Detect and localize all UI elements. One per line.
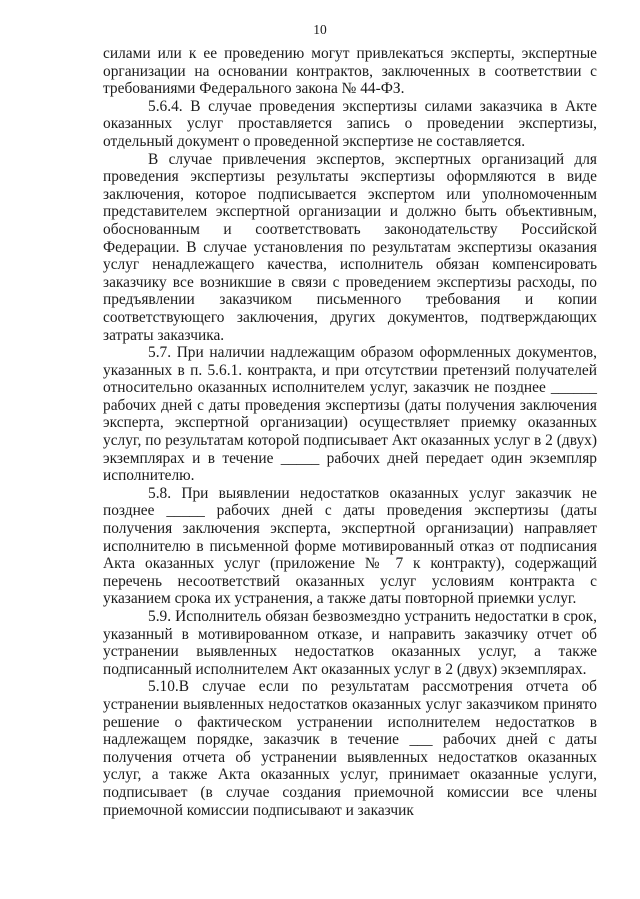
page-number: 10 — [313, 22, 327, 37]
paragraph-5-10: 5.10.В случае если по результатам рассмотрения отчета об устранении выявленных недостатков оказанных услуг заказчиком принято решение о фактическом устранении исполнителем недостатков в надлежащем порядке, заказчик в течение ___ рабочих дней с даты получения отчета об устранении выявленных недостатков оказанных услуг, а также Акта оказанных услуг, принимает оказанные услуги, подписывает (в случае создания приемочной комиссии все члены приемочной комиссии подписывают и заказчик — [103, 678, 597, 819]
paragraph-experts-conclusion: В случае привлечения экспертов, экспертных организаций для проведения экспертизы результаты экспертизы оформляются в виде заключения, которое подписывается экспертом или уполномоченным представителем экспертной организации и должно быть объективным, обоснованным и соответствовать законодательству Российской Федерации. В случае установления по результатам экспертизы оказания услуг ненадлежащего качества, исполнитель обязан компенсировать заказчику все возникшие в связи с проведением экспертизы расходы, по предъявлении заказчиком письменного требования и копии соответствующего заключения, других документов, подтверждающих затраты заказчика. — [103, 150, 597, 344]
paragraph-5-6-4: 5.6.4. В случае проведения экспертизы силами заказчика в Акте оказанных услуг проставляется запись о проведении экспертизы, отдельный документ о проведенной экспертизе не составляется. — [103, 97, 597, 150]
paragraph-5-9: 5.9. Исполнитель обязан безвозмездно устранить недостатки в срок, указанный в мотивированном отказе, и направить заказчику отчет об устранении выявленных недостатков оказанных услуг, а также подписанный исполнителем Акт оказанных услуг в 2 (двух) экземплярах. — [103, 608, 597, 678]
paragraph-5-8: 5.8. При выявлении недостатков оказанных услуг заказчик не позднее _____ рабочих дней с даты проведения экспертизы (даты получения заключения эксперта, экспертной организации) направляет исполнителю в письменной форме мотивированный отказ от подписания Акта оказанных услуг (приложение № 7 к контракту), содержащий перечень несоответствий оказанных услуг условиям контракта с указанием срока их устранения, а также даты повторной приемки услуг. — [103, 484, 597, 608]
paragraph-continued: силами или к ее проведению могут привлекаться эксперты, экспертные организации на основании контрактов, заключенных в соответствии с требованиями Федерального закона № 44-ФЗ. — [103, 45, 597, 98]
document-body — [103, 45, 597, 819]
paragraph-5-7: 5.7. При наличии надлежащим образом оформленных документов, указанных в п. 5.6.1. контракта, и при отсутствии претензий получателей относительно оказанных исполнителем услуг, заказчик не позднее ______ рабочих дней с даты проведения экспертизы (даты получения заключения эксперта, экспертной организации) осуществляет приемку оказанных услуг, по результатам которой подписывает Акт оказанных услуг в 2 (двух) экземплярах и в течение _____ рабочих дней передает один экземпляр исполнителю. — [103, 344, 597, 485]
